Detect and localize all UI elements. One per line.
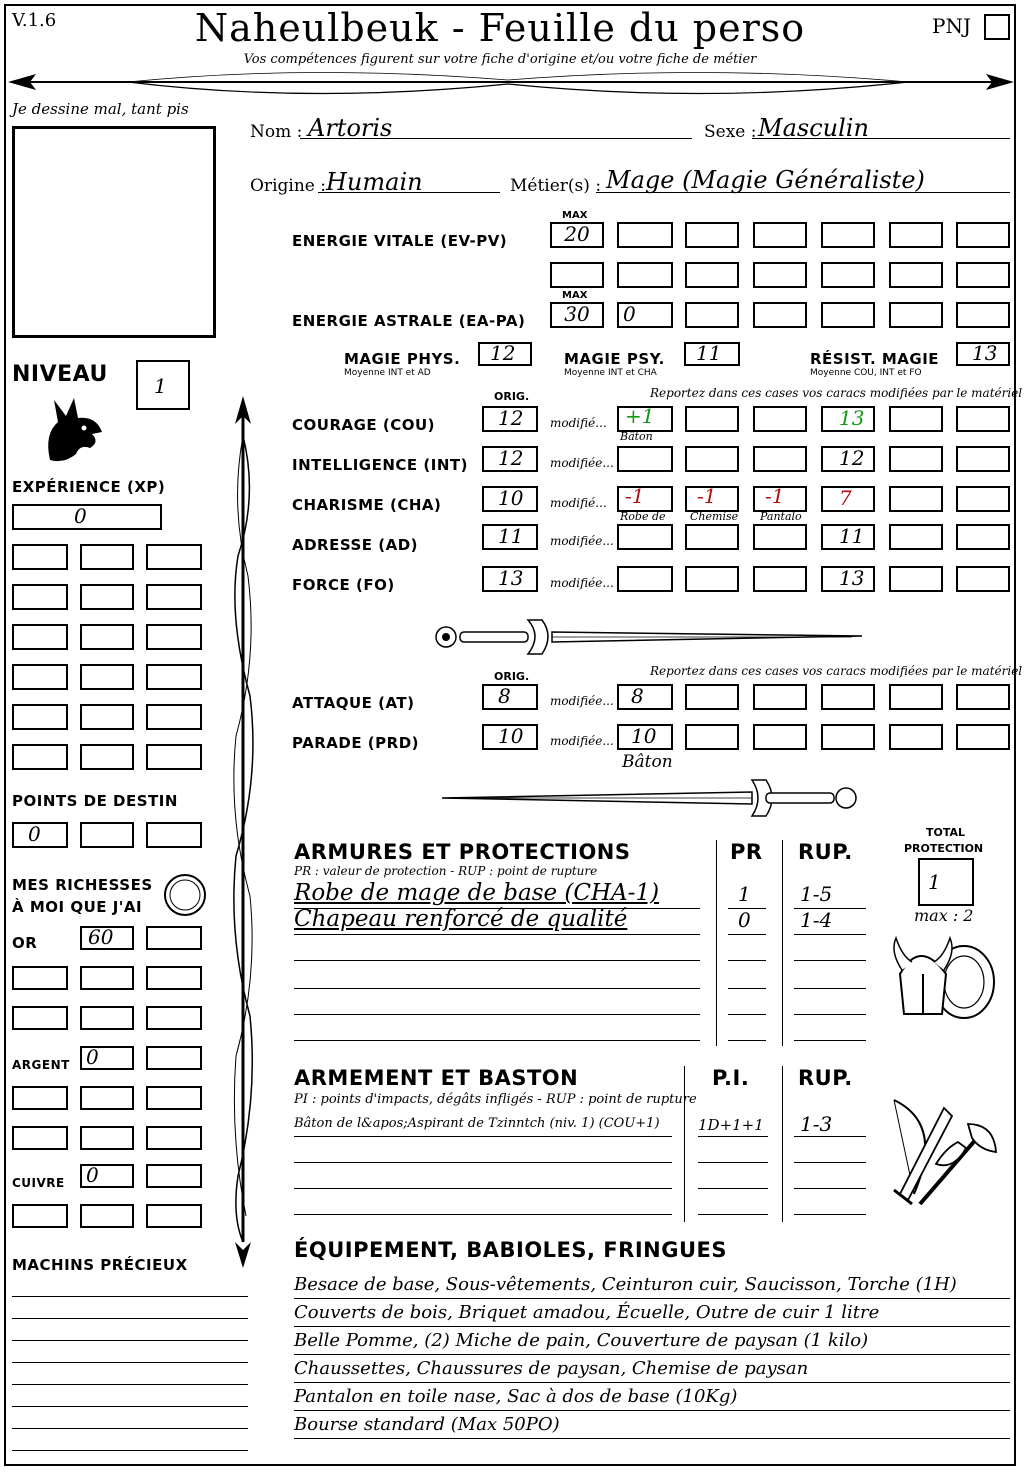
- combat-at-modifiee: modifiée...: [550, 694, 614, 708]
- sexe-line: [752, 138, 1010, 139]
- stat-cha-box[interactable]: -1: [753, 486, 807, 512]
- xp-grid-box[interactable]: [12, 744, 68, 770]
- weapons-legend: PI : points d'impacts, dégâts infligés - RUP : point de rupture: [294, 1092, 697, 1107]
- stat-int-orig-box[interactable]: 12: [482, 446, 538, 472]
- machins-line: [12, 1450, 248, 1451]
- equipment-entry[interactable]: Couverts de bois, Briquet amadou, Écuelle, Outre de cuir 1 litre: [294, 1302, 880, 1323]
- money-box[interactable]: [80, 1126, 134, 1150]
- ea-box[interactable]: [956, 302, 1010, 328]
- ev-label: ENERGIE VITALE (EV-PV): [292, 232, 508, 250]
- machins-line: [12, 1318, 248, 1319]
- magie-phys-label: MAGIE PHYS.: [344, 350, 461, 368]
- machins-label: MACHINS PRÉCIEUX: [12, 1256, 188, 1274]
- version: V.1.6: [12, 10, 57, 31]
- stat-ad-orig-box[interactable]: 11: [482, 524, 538, 550]
- weapon-rup-line: [794, 1188, 866, 1189]
- stat-int-label: INTELLIGENCE (INT): [292, 456, 468, 474]
- money-box[interactable]: [146, 1126, 202, 1150]
- armor-pr-line: [728, 988, 766, 989]
- stat-cha-box[interactable]: -1: [617, 486, 673, 512]
- money-box[interactable]: [146, 1006, 202, 1030]
- stat-fo-box[interactable]: 13: [821, 566, 875, 592]
- argent-box[interactable]: 0: [80, 1046, 134, 1070]
- weapons-col-divider-1: [684, 1066, 685, 1222]
- weapons-title: ARMEMENT ET BASTON: [294, 1066, 579, 1090]
- xp-grid-box[interactable]: [80, 584, 134, 610]
- stat-cha-mod3-note: Pantalo: [760, 510, 802, 523]
- metier-value[interactable]: Mage (Magie Généraliste): [606, 166, 925, 194]
- money-box[interactable]: [12, 1006, 68, 1030]
- armor-item-name[interactable]: Robe de mage de base (CHA-1): [294, 880, 660, 906]
- equipment-entry[interactable]: Belle Pomme, (2) Miche de pain, Couverture de paysan (1 kilo): [294, 1330, 869, 1351]
- combat-prd-box[interactable]: 10: [617, 724, 673, 750]
- armor-line: [294, 988, 700, 989]
- money-box[interactable]: [12, 966, 68, 990]
- weapon-line: [294, 1214, 672, 1215]
- ev-box[interactable]: [685, 262, 739, 288]
- or-box[interactable]: 60: [80, 926, 134, 950]
- armor-rup-line: [794, 960, 866, 961]
- armor-item-pr[interactable]: 0: [738, 908, 751, 932]
- money-box[interactable]: [80, 1204, 134, 1228]
- helmet-shield-icon: [890, 930, 1000, 1030]
- destin-box-2[interactable]: [80, 822, 134, 848]
- stat-ad-box[interactable]: [889, 524, 943, 550]
- combat-at-label: ATTAQUE (AT): [292, 694, 415, 712]
- stat-cou-box[interactable]: [956, 406, 1010, 432]
- xp-grid-box[interactable]: [146, 664, 202, 690]
- xp-grid-box[interactable]: [146, 544, 202, 570]
- destin-box[interactable]: 0: [12, 822, 68, 848]
- equipment-entry[interactable]: Pantalon en toile nase, Sac à dos de base (10Kg): [294, 1386, 738, 1407]
- money-box[interactable]: [12, 1204, 68, 1228]
- sexe-label: Sexe :: [704, 122, 757, 142]
- stat-int-box[interactable]: [753, 446, 807, 472]
- armor-pr-label: PR: [730, 840, 763, 864]
- equipment-line: [294, 1438, 1010, 1439]
- total-label-2: PROTECTION: [904, 842, 984, 855]
- stat-int-box[interactable]: [889, 446, 943, 472]
- equipment-title: ÉQUIPEMENT, BABIOLES, FRINGUES: [294, 1238, 727, 1262]
- stat-fo-box[interactable]: [753, 566, 807, 592]
- combat-prd-box[interactable]: [753, 724, 807, 750]
- combat-at-box[interactable]: [821, 684, 875, 710]
- ev-max-box[interactable]: 20: [550, 222, 604, 248]
- xp-grid-box[interactable]: [80, 544, 134, 570]
- stat-ad-box[interactable]: 11: [821, 524, 875, 550]
- stat-ad-box[interactable]: [685, 524, 739, 550]
- combat-prd-box[interactable]: [685, 724, 739, 750]
- weapon-item-pi[interactable]: 1D+1+1: [698, 1116, 764, 1134]
- xp-grid-box[interactable]: [80, 704, 134, 730]
- nom-value[interactable]: Artoris: [308, 114, 393, 142]
- richesses-label-1: MES RICHESSES: [12, 876, 153, 894]
- ev-box[interactable]: [617, 222, 673, 248]
- metier-line: [596, 192, 1010, 193]
- armor-line: [294, 934, 700, 935]
- weapons-col-divider-2: [782, 1066, 783, 1222]
- armor-item-rup[interactable]: 1-4: [800, 908, 833, 932]
- pnj-checkbox[interactable]: [984, 14, 1010, 40]
- stat-cou-orig-box[interactable]: 12: [482, 406, 538, 432]
- weapon-line: [294, 1162, 672, 1163]
- sword-icon: [432, 778, 872, 818]
- stat-int-box[interactable]: [956, 446, 1010, 472]
- xp-grid-box[interactable]: [146, 704, 202, 730]
- stat-ad-box[interactable]: [617, 524, 673, 550]
- xp-grid-box[interactable]: [80, 624, 134, 650]
- resist-magie-note: Moyenne COU, INT et FO: [810, 368, 922, 378]
- stat-cou-box[interactable]: +1: [617, 406, 673, 432]
- portrait-caption: Je dessine mal, tant pis: [12, 100, 189, 118]
- ea-max-label: MAX: [562, 290, 588, 301]
- weapon-pi-line: [698, 1136, 768, 1137]
- xp-grid-box[interactable]: [146, 584, 202, 610]
- weapon-rup-line: [794, 1214, 866, 1215]
- magie-psy-label: MAGIE PSY.: [564, 350, 665, 368]
- stat-cha-label: CHARISME (CHA): [292, 496, 442, 514]
- machins-line: [12, 1384, 248, 1385]
- ev-box[interactable]: [889, 262, 943, 288]
- resist-magie-box[interactable]: 13: [956, 342, 1010, 366]
- ev-max-label: MAX: [562, 210, 588, 221]
- stat-cou-modifie: modifié...: [550, 416, 607, 430]
- stat-int-box[interactable]: 12: [821, 446, 875, 472]
- ea-box[interactable]: [889, 302, 943, 328]
- magie-phys-note: Moyenne INT et AD: [344, 368, 431, 378]
- equipment-entry[interactable]: Bourse standard (Max 50PO): [294, 1414, 560, 1435]
- equipment-line: [294, 1354, 1010, 1355]
- ev-box[interactable]: [821, 262, 875, 288]
- ev-box[interactable]: [753, 222, 807, 248]
- equipment-line: [294, 1410, 1010, 1411]
- destin-label: POINTS DE DESTIN: [12, 792, 178, 810]
- stat-cha-mod2-note: Chemise: [690, 510, 739, 523]
- total-max: max : 2: [914, 906, 974, 925]
- xp-grid-box[interactable]: [80, 744, 134, 770]
- money-box[interactable]: [146, 1046, 202, 1070]
- stat-fo-label: FORCE (FO): [292, 576, 395, 594]
- ev-box[interactable]: [956, 222, 1010, 248]
- money-box[interactable]: [146, 1086, 202, 1110]
- machins-line: [12, 1428, 248, 1429]
- weapons-pi-label: P.I.: [712, 1066, 750, 1090]
- weapon-item-rup[interactable]: 1-3: [800, 1112, 833, 1136]
- page-title: Naheulbeuk - Feuille du perso: [194, 6, 806, 50]
- ea-label: ENERGIE ASTRALE (EA-PA): [292, 312, 526, 330]
- ev-box[interactable]: [821, 222, 875, 248]
- combat-at-orig-box[interactable]: 8: [482, 684, 538, 710]
- armor-rup-line: [794, 1014, 866, 1015]
- armor-line: [294, 1040, 700, 1041]
- stat-cou-box[interactable]: [753, 406, 807, 432]
- richesses-label-2: À MOI QUE J'AI: [12, 898, 143, 916]
- equipment-entry[interactable]: Besace de base, Sous-vêtements, Ceinturon cuir, Saucisson, Torche (1H): [294, 1274, 957, 1295]
- total-protection-box[interactable]: 1: [918, 858, 974, 906]
- money-box[interactable]: [80, 1086, 134, 1110]
- xp-grid-box[interactable]: [12, 624, 68, 650]
- sword-icon: [432, 618, 872, 656]
- weapon-line: [294, 1188, 672, 1189]
- subtitle: Vos compétences figurent sur votre fiche d'origine et/ou votre fiche de métier: [243, 52, 757, 67]
- portrait-box[interactable]: [12, 126, 216, 338]
- pnj-label: PNJ: [932, 14, 971, 38]
- combat-at-box[interactable]: [889, 684, 943, 710]
- stat-fo-box[interactable]: [889, 566, 943, 592]
- spear-divider-icon: [8, 64, 1016, 104]
- resist-magie-label: RÉSIST. MAGIE: [810, 350, 940, 368]
- niveau-label: NIVEAU: [12, 362, 108, 387]
- money-box[interactable]: [146, 966, 202, 990]
- stat-ad-modifie: modifiée...: [550, 534, 614, 548]
- stat-fo-box[interactable]: [956, 566, 1010, 592]
- ev-box[interactable]: [889, 222, 943, 248]
- ev-box[interactable]: [956, 262, 1010, 288]
- weapons-icon: [884, 1094, 1004, 1218]
- machins-line: [12, 1406, 248, 1407]
- cuivre-label: CUIVRE: [12, 1176, 65, 1190]
- armor-rup-line: [794, 1040, 866, 1041]
- money-box[interactable]: [12, 1126, 68, 1150]
- stat-ad-box[interactable]: [956, 524, 1010, 550]
- weapon-rup-line: [794, 1136, 866, 1137]
- combat-prd-label: PARADE (PRD): [292, 734, 420, 752]
- stat-cou-mod1-note: Bâton: [620, 430, 653, 443]
- stat-cha-box[interactable]: [956, 486, 1010, 512]
- ev-box[interactable]: [753, 262, 807, 288]
- xp-grid-box[interactable]: [12, 704, 68, 730]
- nom-label: Nom :: [250, 122, 303, 142]
- nom-line: [300, 138, 692, 139]
- stat-fo-box[interactable]: [617, 566, 673, 592]
- sexe-value[interactable]: Masculin: [758, 114, 869, 142]
- equipment-line: [294, 1326, 1010, 1327]
- stat-cha-modifie: modifié...: [550, 496, 607, 510]
- stat-cou-box[interactable]: [889, 406, 943, 432]
- ev-box[interactable]: [617, 262, 673, 288]
- money-box[interactable]: [12, 1086, 68, 1110]
- argent-label: ARGENT: [12, 1058, 70, 1072]
- combat-prd-orig-box[interactable]: 10: [482, 724, 538, 750]
- money-box[interactable]: [80, 1006, 134, 1030]
- cuivre-box[interactable]: 0: [80, 1164, 134, 1188]
- xp-grid-box[interactable]: [12, 584, 68, 610]
- combat-prd-box[interactable]: [956, 724, 1010, 750]
- combat-orig-label: ORIG.: [494, 670, 530, 683]
- stat-cha-mod1-note: Robe de: [620, 510, 666, 523]
- money-box[interactable]: [146, 1164, 202, 1188]
- combat-at-box[interactable]: [685, 684, 739, 710]
- armor-col-divider-1: [716, 840, 717, 1046]
- orig-label: ORIG.: [494, 390, 530, 403]
- total-label-1: TOTAL: [926, 826, 966, 839]
- ev-box[interactable]: [550, 262, 604, 288]
- stat-int-box[interactable]: [685, 446, 739, 472]
- combat-report-note: Reportez dans ces cases vos caracs modifiées par le matériel: [650, 664, 1023, 678]
- origine-label: Origine :: [250, 176, 326, 196]
- ea-box[interactable]: [685, 302, 739, 328]
- weapon-pi-line: [698, 1188, 768, 1189]
- stat-ad-label: ADRESSE (AD): [292, 536, 419, 554]
- origine-value[interactable]: Humain: [326, 168, 423, 196]
- armor-line: [294, 960, 700, 961]
- weapon-item-name[interactable]: Bâton de l&apos;Aspirant de Tzinntch (niv. 1) (COU+1): [294, 1116, 660, 1131]
- weapon-rup-line: [794, 1162, 866, 1163]
- stat-fo-orig-box[interactable]: 13: [482, 566, 538, 592]
- money-box[interactable]: [80, 966, 134, 990]
- prd-note: Bâton: [622, 752, 673, 772]
- stat-cou-box[interactable]: [685, 406, 739, 432]
- ea-current-box[interactable]: 0: [617, 302, 673, 328]
- armor-line: [294, 1014, 700, 1015]
- magie-psy-box[interactable]: 11: [684, 342, 740, 366]
- machins-line: [12, 1340, 248, 1341]
- xp-box[interactable]: 0: [12, 504, 162, 530]
- weapon-line: [294, 1136, 672, 1137]
- ea-max-box[interactable]: 30: [550, 302, 604, 328]
- armor-item-rup[interactable]: 1-5: [800, 882, 833, 906]
- xp-grid-box[interactable]: [12, 544, 68, 570]
- xp-grid-box[interactable]: [80, 664, 134, 690]
- money-box[interactable]: [146, 1204, 202, 1228]
- combat-at-box[interactable]: [956, 684, 1010, 710]
- xp-label: EXPÉRIENCE (XP): [12, 478, 166, 496]
- armor-legend: PR : valeur de protection - RUP : point de rupture: [294, 864, 598, 878]
- dragon-icon: [40, 394, 106, 464]
- equipment-entry[interactable]: Chaussettes, Chaussures de paysan, Chemise de paysan: [294, 1358, 809, 1379]
- equipment-line: [294, 1382, 1010, 1383]
- combat-prd-box[interactable]: [821, 724, 875, 750]
- destin-box-3[interactable]: [146, 822, 202, 848]
- stat-cou-box[interactable]: 13: [821, 406, 875, 432]
- stat-int-modifie: modifiée...: [550, 456, 614, 470]
- magie-psy-note: Moyenne INT et CHA: [564, 368, 657, 378]
- stat-cha-box[interactable]: -1: [685, 486, 739, 512]
- stat-cha-box[interactable]: 7: [821, 486, 875, 512]
- ea-box[interactable]: [753, 302, 807, 328]
- stat-cha-box[interactable]: [889, 486, 943, 512]
- stat-fo-box[interactable]: [685, 566, 739, 592]
- ea-box[interactable]: [821, 302, 875, 328]
- combat-prd-box[interactable]: [889, 724, 943, 750]
- xp-grid-box[interactable]: [146, 624, 202, 650]
- spear-icon: [228, 396, 258, 1268]
- weapons-rup-label: RUP.: [798, 1066, 853, 1090]
- armor-pr-line: [728, 934, 766, 935]
- armor-rup-line: [794, 934, 866, 935]
- combat-prd-modifiee: modifiée...: [550, 734, 614, 748]
- xp-grid-box[interactable]: [12, 664, 68, 690]
- armor-col-divider-2: [782, 840, 783, 1046]
- origine-line: [318, 192, 500, 193]
- metier-label: Métier(s) :: [510, 176, 602, 196]
- stat-cou-label: COURAGE (COU): [292, 416, 436, 434]
- armor-rup-label: RUP.: [798, 840, 853, 864]
- armor-item-pr[interactable]: 1: [738, 882, 751, 906]
- stat-ad-box[interactable]: [753, 524, 807, 550]
- niveau-box[interactable]: 1: [136, 360, 190, 410]
- magie-phys-box[interactable]: 12: [478, 342, 532, 366]
- armor-pr-line: [728, 1014, 766, 1015]
- stat-fo-modifie: modifiée...: [550, 576, 614, 590]
- armor-title: ARMURES ET PROTECTIONS: [294, 840, 631, 864]
- armor-rup-line: [794, 988, 866, 989]
- weapon-pi-line: [698, 1214, 768, 1215]
- or-label: OR: [12, 934, 38, 952]
- combat-at-box[interactable]: 8: [617, 684, 673, 710]
- report-note: Reportez dans ces cases vos caracs modifiées par le matériel: [650, 386, 1023, 400]
- stat-cha-orig-box[interactable]: 10: [482, 486, 538, 512]
- or-box-2[interactable]: [146, 926, 202, 950]
- coin-icon: [162, 872, 208, 918]
- xp-grid-box[interactable]: [146, 744, 202, 770]
- stat-int-box[interactable]: [617, 446, 673, 472]
- machins-line: [12, 1296, 248, 1297]
- combat-at-box[interactable]: [753, 684, 807, 710]
- armor-pr-line: [728, 1040, 766, 1041]
- equipment-line: [294, 1298, 1010, 1299]
- ev-box[interactable]: [685, 222, 739, 248]
- armor-item-name[interactable]: Chapeau renforcé de qualité: [294, 906, 628, 932]
- armor-pr-line: [728, 960, 766, 961]
- machins-line: [12, 1362, 248, 1363]
- weapon-pi-line: [698, 1162, 768, 1163]
